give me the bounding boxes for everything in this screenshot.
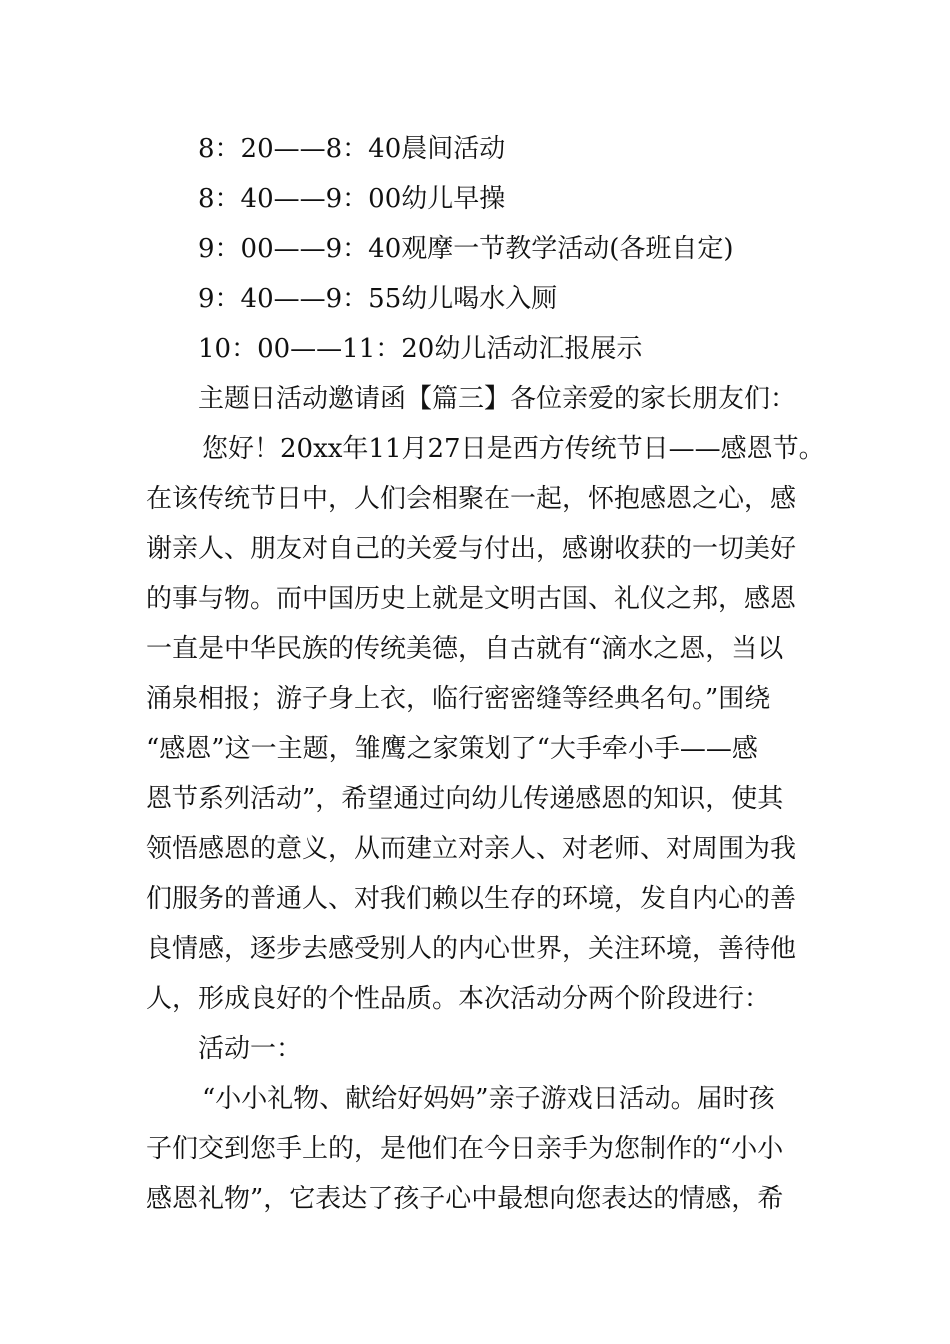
- paragraph-line: 领悟感恩的意义，从而建立对亲人、对老师、对周围为我: [146, 834, 797, 864]
- paragraph-line: 人，形成良好的个性品质。本次活动分两个阶段进行：: [146, 984, 771, 1014]
- paragraph-line: 感恩礼物”，它表达了孩子心中最想向您表达的情感，希: [146, 1184, 784, 1214]
- paragraph-line: 您好！20xx年11月27日是西方传统节日——感恩节。: [202, 434, 825, 464]
- paragraph-line: 良情感，逐步去感受别人的内心世界，关注环境，善待他: [146, 934, 797, 964]
- document-body: [146, 124, 825, 1224]
- paragraph-line: “小小礼物、献给好妈妈”亲子游戏日活动。届时孩: [202, 1084, 775, 1114]
- paragraph-line: 的事与物。而中国历史上就是文明古国、礼仪之邦，感恩: [146, 584, 797, 614]
- paragraph-line: 涌泉相报；游子身上衣，临行密密缝等经典名句。”围绕: [146, 684, 771, 714]
- paragraph-line: 恩节系列活动”，希望通过向幼儿传递感恩的知识，使其: [146, 784, 784, 814]
- paragraph-line: 谢亲人、朋友对自己的关爱与付出，感谢收获的一切美好: [146, 534, 797, 564]
- paragraph-line: 子们交到您手上的，是他们在今日亲手为您制作的“小小: [146, 1134, 784, 1164]
- paragraph-line: 们服务的普通人、对我们赖以生存的环境，发自内心的善: [146, 884, 797, 914]
- paragraph-line: 在该传统节日中，人们会相聚在一起，怀抱感恩之心，感: [146, 484, 797, 514]
- activity-title: 活动一：: [198, 1034, 303, 1064]
- schedule-item: 10：00——11：20幼儿活动汇报展示: [198, 334, 643, 364]
- schedule-item: 8：20——8：40晨间活动: [198, 134, 506, 164]
- schedule-item: 8：40——9：00幼儿早操: [198, 184, 506, 214]
- paragraph-line: “感恩”这一主题，雏鹰之家策划了“大手牵小手——感: [146, 734, 758, 764]
- schedule-item: 9：00——9：40观摩一节教学活动(各班自定): [198, 234, 734, 264]
- paragraph-line: 一直是中华民族的传统美德，自古就有“滴水之恩，当以: [146, 634, 784, 664]
- schedule-item: 9：40——9：55幼儿喝水入厕: [198, 284, 558, 314]
- section-heading: 主题日活动邀请函【篇三】各位亲爱的家长朋友们：: [198, 384, 797, 414]
